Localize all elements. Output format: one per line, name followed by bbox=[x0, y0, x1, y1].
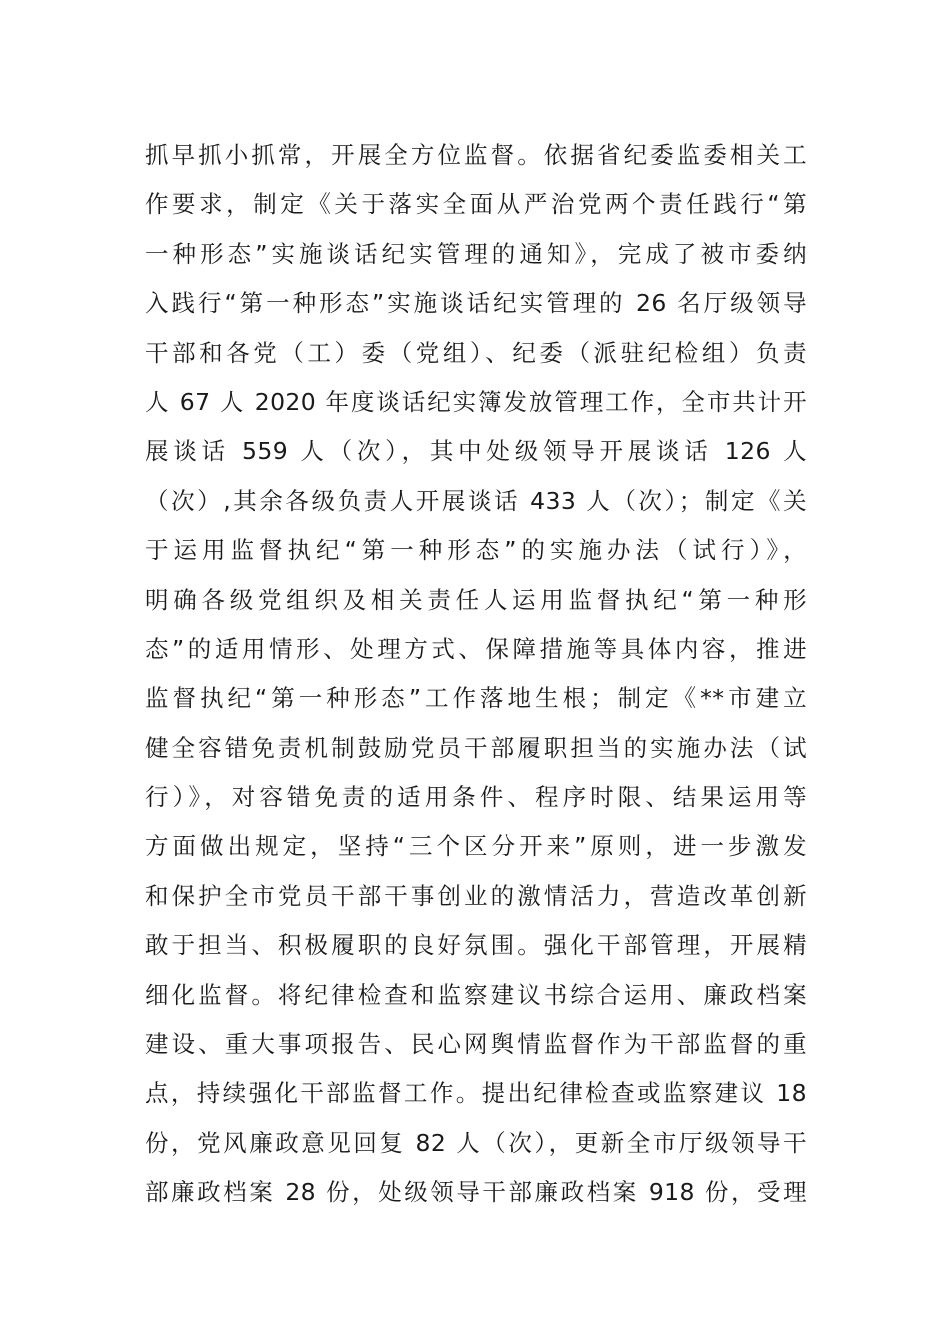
text-line-8: （次）,其余各级负责人开展谈话 433 人（次）；制定《关 bbox=[145, 486, 807, 515]
text-line-6: 人 67 人 2020 年度谈话纪实簿发放管理工作，全市共计开 bbox=[145, 387, 807, 416]
text-line-3: 一种形态”实施谈话纪实管理的通知》，完成了被市委纳 bbox=[145, 239, 807, 268]
text-line-15: 方面做出规定，坚持“三个区分开来”原则，进一步激发 bbox=[145, 832, 807, 861]
text-line-4: 入践行“第一种形态”实施谈话纪实管理的 26 名厅级领导 bbox=[145, 289, 807, 318]
text-line-5: 干部和各党（工）委（党组）、纪委（派驻纪检组）负责 bbox=[145, 338, 807, 367]
body-paragraph bbox=[145, 131, 807, 1218]
text-line-17: 敢于担当、积极履职的良好氛围。强化干部管理，开展精 bbox=[145, 931, 807, 960]
text-line-22: 部廉政档案 28 份，处级领导干部廉政档案 918 份，受理 bbox=[145, 1178, 807, 1207]
text-line-1: 抓早抓小抓常，开展全方位监督。依据省纪委监委相关工 bbox=[145, 141, 807, 169]
text-line-13: 健全容错免责机制鼓励党员干部履职担当的实施办法（试 bbox=[145, 733, 807, 762]
text-line-7: 展谈话 559 人（次），其中处级领导开展谈话 126 人 bbox=[145, 437, 807, 466]
text-line-16: 和保护全市党员干部干事创业的激情活力，营造改革创新 bbox=[145, 881, 807, 910]
text-line-12: 监督执纪“第一种形态”工作落地生根；制定《**市建立 bbox=[145, 684, 807, 713]
text-line-10: 明确各级党组织及相关责任人运用监督执纪“第一种形 bbox=[145, 585, 807, 614]
text-line-11: 态”的适用情形、处理方式、保障措施等具体内容，推进 bbox=[145, 634, 807, 663]
text-line-19: 建设、重大事项报告、民心网舆情监督作为干部监督的重 bbox=[145, 1030, 807, 1059]
text-line-21: 份，党风廉政意见回复 82 人（次），更新全市厅级领导干 bbox=[145, 1128, 807, 1157]
text-line-14: 行）》，对容错免责的适用条件、程序时限、结果运用等 bbox=[145, 783, 807, 812]
text-line-18: 细化监督。将纪律检查和监察建议书综合运用、廉政档案 bbox=[145, 980, 807, 1009]
text-line-20: 点，持续强化干部监督工作。提出纪律检查或监察建议 18 bbox=[145, 1079, 807, 1108]
text-line-2: 作要求，制定《关于落实全面从严治党两个责任践行“第 bbox=[145, 190, 807, 219]
text-line-9: 于运用监督执纪“第一种形态”的实施办法（试行）》， bbox=[145, 536, 807, 565]
